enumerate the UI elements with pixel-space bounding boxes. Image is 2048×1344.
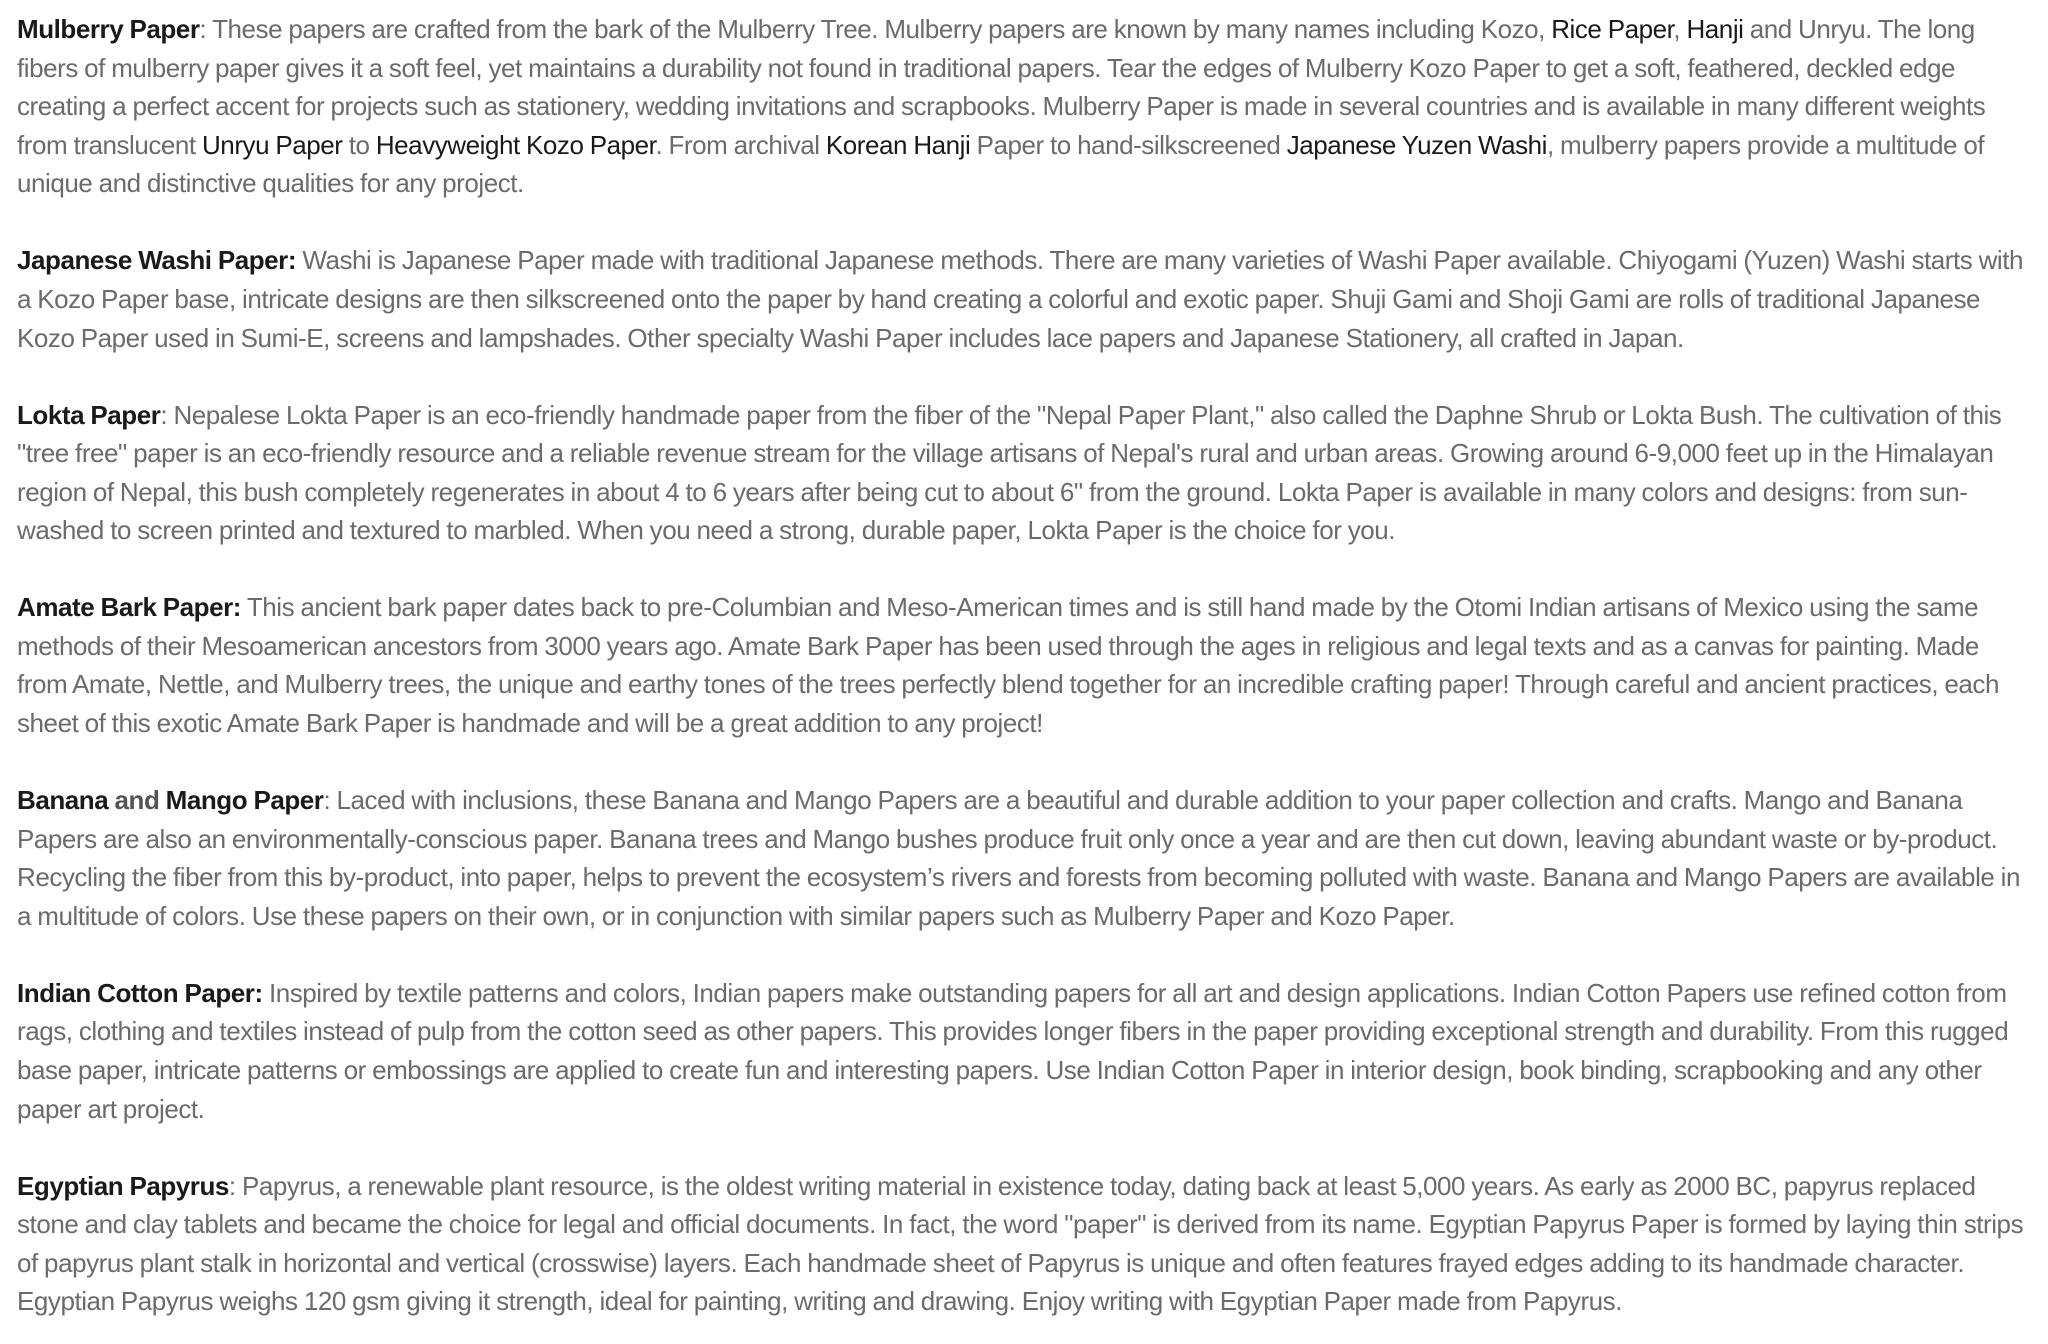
term-amate-bark-paper: Amate Bark Paper: (17, 592, 242, 623)
link-korean-hanji[interactable]: Korean Hanji (825, 129, 971, 160)
section-banana-mango (17, 781, 2028, 935)
section-text: to (342, 129, 376, 160)
section-egyptian-papyrus (17, 1167, 2028, 1321)
section-mulberry (17, 10, 2028, 203)
term-lokta-paper: Lokta Paper (17, 399, 161, 430)
section-indian-cotton (17, 974, 2028, 1128)
section-text: Paper to hand-silkscreened (970, 129, 1287, 160)
link-hanji[interactable]: Hanji (1686, 14, 1744, 44)
section-text: Washi is Japanese Paper made with traditional Japanese methods. There are many varieties of Washi Paper available. Chiyogami (Yuzen) Washi starts with a Kozo Paper base, intricate designs are then silkscreened onto the paper by hand creating a colorful and exotic paper. Shuji Gami and Shoji Gami are rolls of traditional Japanese Kozo Paper used in Sumi-E, screens and lampshades. Other specialty Washi Paper includes lace papers and Japanese Stationery, all crafted in Japan. (17, 245, 2024, 353)
section-text: : Papyrus, a renewable plant resource, is the oldest writing material in existence today, dating back at least 5,000 years. As early as 2000 BC, papyrus replaced stone and clay tablets and became the choice for legal and official documents. In fact, the word "paper" is derived from its name. Egyptian Papyrus Paper is formed by laying thin strips of papyrus plant stalk in horizontal and vertical (crosswise) layers. Each handmade sheet of Papyrus is unique and often features frayed edges adding to its handmade character. Egyptian Papyrus weighs 120 gsm giving it strength, ideal for painting, writing and drawing. Enjoy writing with Egyptian Paper made from Papyrus. (17, 1170, 2024, 1317)
section-text: , (1673, 14, 1687, 44)
term-and: and (108, 785, 166, 816)
term-mulberry-paper: Mulberry Paper (17, 14, 200, 44)
term-egyptian-papyrus: Egyptian Papyrus (17, 1170, 229, 1201)
link-heavyweight-kozo-paper[interactable]: Heavyweight Kozo Paper (375, 129, 656, 160)
link-japanese-yuzen-washi[interactable]: Japanese Yuzen Washi (1286, 129, 1547, 160)
term-indian-cotton-paper: Indian Cotton Paper: (17, 977, 263, 1008)
section-text: Inspired by textile patterns and colors, Indian papers make outstanding papers for all art and design applications. Indian Cotton Papers use refined cotton from rags, clothing and textiles instead of pulp from the cotton seed as other papers. This provides longer fibers in the paper providing exceptional strength and durability. From this rugged base paper, intricate patterns or embossings are applied to create fun and interesting papers. Use Indian Cotton Paper in interior design, book binding, scrapbooking and any other paper art project. (17, 977, 2009, 1124)
section-lokta (17, 396, 2028, 550)
section-text: : Nepalese Lokta Paper is an eco-friendly handmade paper from the fiber of the "Nepal Paper Plant," also called the Daphne Shrub or Lokta Bush. The cultivation of this "tree free" paper is an eco-friendly resource and a reliable revenue stream for the village artisans of Nepal's rural and urban areas. Growing around 6-9,000 feet up in the Himalayan region of Nepal, this bush completely regenerates in about 4 to 6 years after being cut to about 6" from the ground. Lokta Paper is available in many colors and designs: from sun-washed to screen printed and textured to marbled. When you need a strong, durable paper, Lokta Paper is the choice for you. (17, 399, 2002, 546)
term-banana: Banana (17, 785, 109, 816)
term-japanese-washi-paper: Japanese Washi Paper: (17, 245, 297, 276)
section-text: This ancient bark paper dates back to pre-Columbian and Meso-American times and is still hand made by the Otomi Indian artisans of Mexico using the same methods of their Mesoamerican ancestors from 3000 years ago. Amate Bark Paper has been used through the ages in religious and legal texts and as a canvas for painting. Made from Amate, Nettle, and Mulberry trees, the unique and earthy tones of the trees perfectly blend together for an incredible crafting paper! Through careful and ancient practices, each sheet of this exotic Amate Bark Paper is handmade and will be a great addition to any project! (17, 592, 1999, 739)
link-unryu-paper[interactable]: Unryu Paper (201, 129, 343, 160)
section-text: and Unryu. The long fibers of mulberry paper gives it a soft feel, yet maintains a durability not found in traditional papers. Tear the edges of Mulberry Kozo Paper to get a soft, feathered, deckled edge creating a perfect accent for projects such as stationery, wedding invitations and scrapbooks. Mulberry Paper is made in several countries and is available in many different weights from translucent (17, 14, 1986, 160)
section-text: . From archival (655, 129, 826, 160)
term-mango-paper: Mango Paper (165, 785, 324, 816)
link-rice-paper[interactable]: Rice Paper (1551, 14, 1674, 44)
section-text: : These papers are crafted from the bark of the Mulberry Tree. Mulberry papers are known by many names including Kozo, (199, 14, 1552, 44)
section-text: , mulberry papers provide a multitude of unique and distinctive qualities for any project. (17, 129, 1985, 199)
section-amate-bark (17, 588, 2028, 742)
section-text: : Laced with inclusions, these Banana and Mango Papers are a beautiful and durable addition to your paper collection and crafts. Mango and Banana Papers are also an environmentally-conscious paper. Banana trees and Mango bushes produce fruit only once a year and are then cut down, leaving abundant waste or by-product. Recycling the fiber from this by-product, into paper, helps to prevent the ecosystem’s rivers and forests from becoming polluted with waste. Banana and Mango Papers are available in a multitude of colors. Use these papers on their own, or in conjunction with similar papers such as Mulberry Paper and Kozo Paper. (17, 785, 2021, 931)
section-japanese-washi (17, 241, 2028, 357)
